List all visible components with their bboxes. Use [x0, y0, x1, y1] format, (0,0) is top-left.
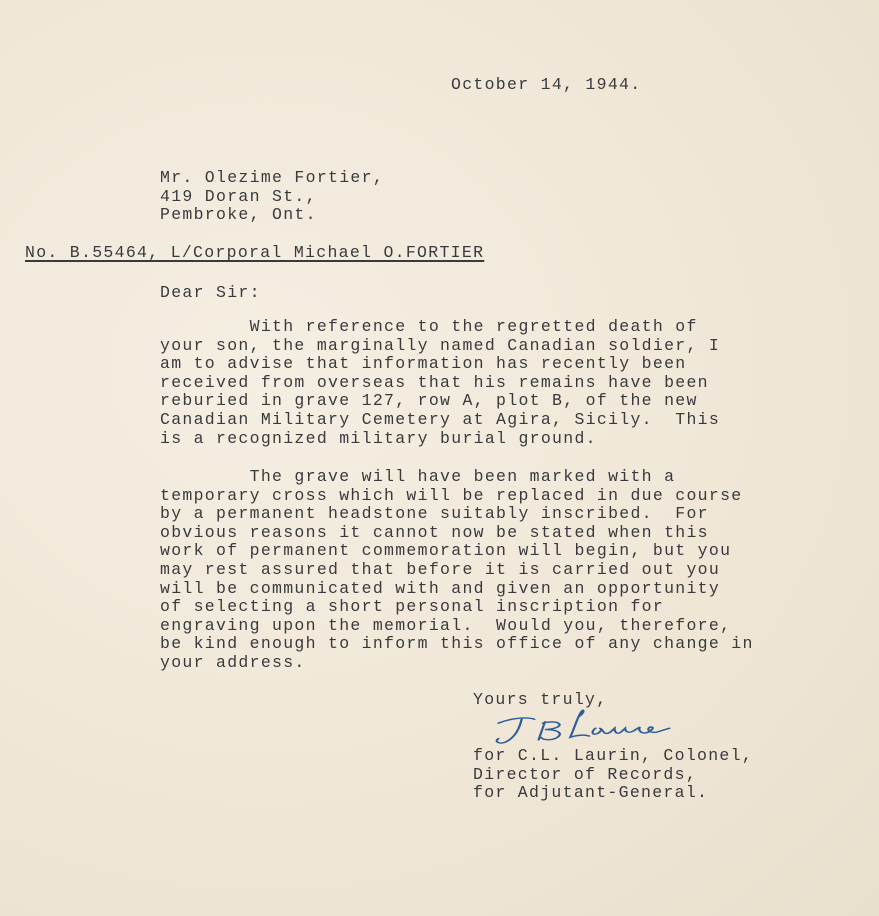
text-line: reburied in grave 127, row A, plot B, of the new: [160, 391, 698, 411]
closing: Yours truly,: [473, 690, 608, 709]
subject-line: No. B.55464, L/Corporal Michael O.FORTIER: [25, 243, 485, 262]
text-line: obvious reasons it cannot now be stated when this: [160, 522, 709, 542]
address-line: Mr. Olezime Fortier,: [160, 168, 385, 187]
text-line: will be communicated with and given an opportunity: [160, 578, 721, 598]
signature-line: for C.L. Laurin, Colonel,: [473, 746, 754, 765]
text-line: may rest assured that before it is carried out you: [160, 559, 721, 579]
signature-block: [473, 747, 753, 803]
signature-line: Director of Records,: [473, 764, 698, 784]
address-line: Pembroke, Ont.: [160, 205, 317, 225]
text-line: by a permanent headstone suitably inscribed. For: [160, 504, 709, 524]
letter-date: October 14, 1944.: [451, 75, 642, 94]
address-line: 419 Doran St.,: [160, 186, 317, 206]
text-line: am to advise that information has recently been: [160, 354, 687, 374]
text-line: The grave will have been marked with a: [160, 467, 676, 486]
text-line: With reference to the regretted death of: [160, 317, 698, 336]
handwritten-signature: [490, 709, 680, 745]
recipient-address: [160, 169, 384, 225]
text-line: your address.: [160, 652, 306, 672]
text-line: engraving upon the memorial. Would you, therefore,: [160, 615, 732, 635]
text-line: work of permanent commemoration will begin, but you: [160, 541, 732, 561]
text-line: is a recognized military burial ground.: [160, 428, 597, 448]
signature-line: for Adjutant-General.: [473, 783, 709, 803]
text-line: of selecting a short personal inscription for: [160, 597, 665, 617]
text-line: your son, the marginally named Canadian soldier, I: [160, 335, 721, 355]
text-line: received from overseas that his remains have been: [160, 372, 709, 392]
text-line: Canadian Military Cemetery at Agira, Sicily. This: [160, 409, 721, 429]
paragraph-2: [160, 468, 754, 673]
text-line: temporary cross which will be replaced in due course: [160, 485, 743, 505]
paragraph-1: [160, 318, 720, 448]
salutation: Dear Sir:: [160, 283, 261, 302]
text-line: be kind enough to inform this office of any change in: [160, 634, 754, 654]
